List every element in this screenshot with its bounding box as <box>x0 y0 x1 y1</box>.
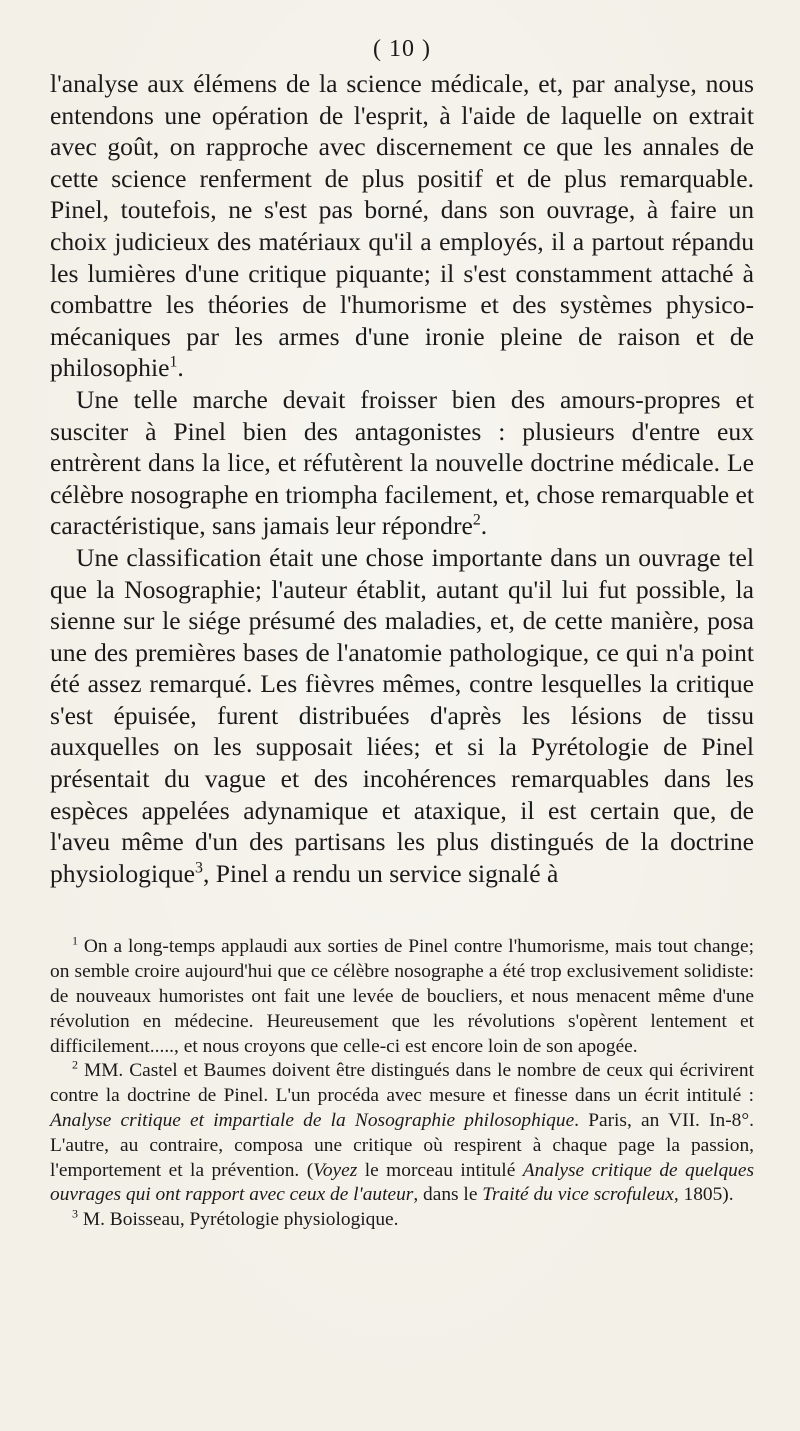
footnote-3-mark: 3 <box>72 1206 79 1221</box>
paragraph-3 <box>50 542 754 890</box>
footnote-2-text-1: MM. Castel et Baumes doivent être distingués dans le nombre de ceux qui écrivirent contre la doctrine de Pinel. L'un procéda avec mesure et finesse dans un écrit intitulé : <box>50 1060 754 1107</box>
footnote-2-voyez: Voyez <box>313 1159 358 1181</box>
paragraph-1-text: l'analyse aux élémens de la science médicale, et, par analyse, nous entendons une opération de l'esprit, à l'aide de laquelle on extrait avec goût, on rapproche avec discernement ce que les annales de cette science renferment de plus positif et de plus remarquable. Pinel, toutefois, ne s'est pas borné, dans son ouvrage, à faire un choix judicieux des matériaux qu'il a employés, il a partout répandu les lumières d'une critique piquante; il s'est constamment attaché à combattre les théories de l'humorisme et des systèmes physico-mécaniques par les armes d'une ironie pleine de raison et de philosophie <box>50 69 754 383</box>
footnote-1 <box>50 935 754 1059</box>
footnotes <box>50 935 754 1233</box>
paragraph-2-end: . <box>480 511 488 541</box>
paragraph-3-end: , Pinel a rendu un service signalé à <box>202 858 559 888</box>
footnote-1-text: On a long-temps applaudi aux sorties de Pinel contre l'humorisme, mais tout change; on semble croire aujourd'hui que ce célèbre nosographe a été trop exclusivement solidiste: de nouveaux humoristes ont fait une levée de boucliers, et nous menacent même d'une révolution en médecine. Heureusement que les révolutions s'opèrent lentement et difficilement....., et nous croyons que celle-ci est encore loin de son apogée. <box>50 936 754 1057</box>
paragraph-3-text: Une classification était une chose importante dans un ouvrage tel que la Nosographie; l'auteur établit, autant qu'il lui fut possible, la sienne sur le siége présumé des maladies, et, de cette manière, posa une des premières bases de l'anatomie pathologique, ce qui n'a point été assez remarqué. Les fièvres mêmes, contre lesquelles la critique s'est épuisée, furent distribuées d'après les lésions de tissu auxquelles on les supposait liées; et si la Pyrétologie de Pinel présentait du vague et des incohérences remarquables dans les espèces appelées adynamique et ataxique, il est certain que, de l'aveu même d'un des partisans les plus distingués de la doctrine physiologique <box>50 542 754 888</box>
footnote-2-text-2: . Paris, an VII. In-8°. L'autre, au contraire, composa une critique où respirent à chaque page la passion, l'emportement et la prévention. ( <box>50 1110 754 1181</box>
main-text <box>50 68 754 889</box>
footnote-2-text-3: le morceau intitulé <box>357 1159 523 1181</box>
paragraph-1 <box>50 68 754 384</box>
footnote-3-text: M. Boisseau, Pyrétologie physiologique. <box>82 1209 399 1231</box>
footnote-2-title-2: Analyse critique de quelques ouvrages qui ont rapport avec ceux de l'auteur <box>50 1159 754 1206</box>
footnote-1-mark: 1 <box>72 933 79 948</box>
footnote-ref-2: 2 <box>472 511 481 529</box>
footnote-ref-1: 1 <box>169 353 178 371</box>
footnote-2-title-3: Traité du vice scrofuleux <box>482 1184 674 1206</box>
footnote-2 <box>50 1059 754 1208</box>
paragraph-2 <box>50 384 754 542</box>
footnote-2-title-1: Analyse critique et impartiale de la Nosographie philosophique <box>50 1110 575 1132</box>
footnote-2-mark: 2 <box>72 1057 79 1072</box>
paragraph-1-end: . <box>177 353 184 383</box>
footnote-ref-3: 3 <box>195 859 203 877</box>
paragraph-2-text: Une telle marche devait froisser bien des amours-propres et susciter à Pinel bien des antagonistes : plusieurs d'entre eux entrèrent dans la lice, et réfutèrent la nouvelle doctrine médicale. Le célèbre nosographe en triompha facilement, et, chose remarquable et caractéristique, sans jamais leur répondre <box>50 384 754 541</box>
page-number: ( 10 ) <box>373 36 431 62</box>
footnote-3 <box>50 1208 754 1233</box>
footnote-2-text-4: , dans le <box>413 1184 483 1206</box>
footnote-2-text-5: , 1805). <box>673 1184 734 1206</box>
